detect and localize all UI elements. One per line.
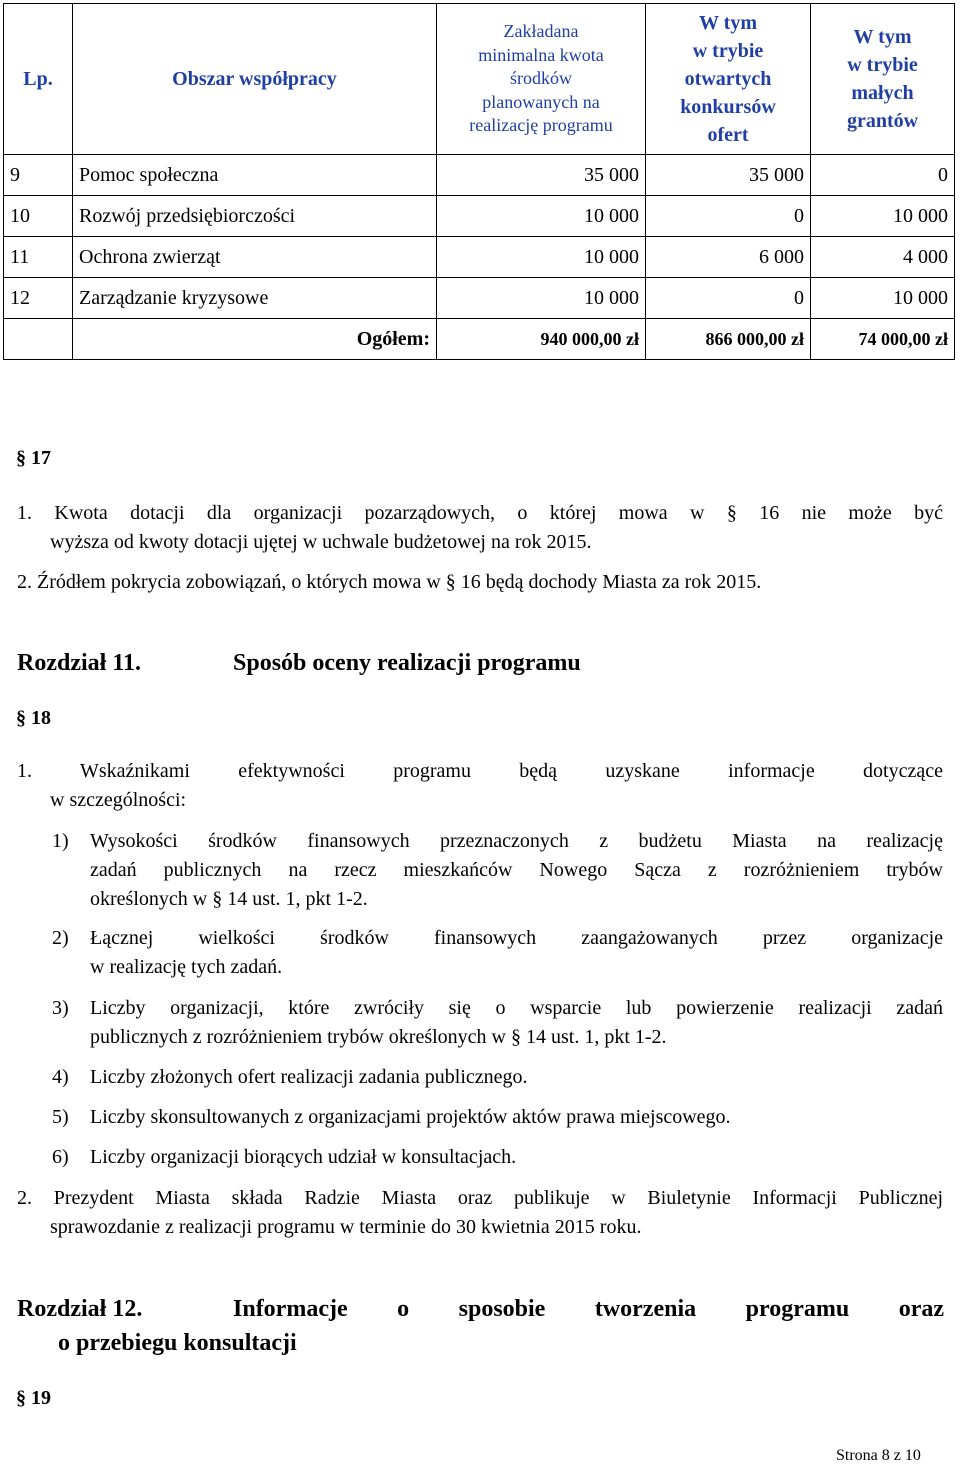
header-lp: Lp. <box>4 4 73 155</box>
s18-paragraph-1-line-1: 1. Wskaźnikami efektywności programu będą uzyskane informacje dotyczące <box>17 760 943 782</box>
header-small: W tym w trybie małych grantów <box>811 4 955 155</box>
table-row <box>4 196 955 237</box>
chapter-12-title-line-2: o przebiegu konsultacji <box>58 1330 297 1356</box>
cell-open: 35 000 <box>646 155 811 196</box>
header-planned: Zakładana minimalna kwota środków planowanych na realizację programu <box>437 4 646 155</box>
list-item: określonych w § 14 ust. 1, pkt 1-2. <box>90 888 368 910</box>
list-item-number: 2) <box>52 927 69 949</box>
cell-area: Ochrona zwierząt <box>73 237 437 278</box>
chapter-11-title: Sposób oceny realizacji programu <box>233 650 581 676</box>
cell-small: 10 000 <box>811 196 955 237</box>
s17-paragraph-2: 2. Źródłem pokrycia zobowiązań, o których mowa w § 16 będą dochody Miasta za rok 2015. <box>17 571 762 593</box>
cell-open: 0 <box>646 196 811 237</box>
list-item: Liczby organizacji biorących udział w konsultacjach. <box>90 1146 517 1168</box>
header-area: Obszar współpracy <box>73 4 437 155</box>
chapter-12-title-line-1: Informacje o sposobie tworzenia programu oraz <box>233 1296 944 1322</box>
table-row <box>4 237 955 278</box>
cell-open: 6 000 <box>646 237 811 278</box>
list-item-number: 6) <box>52 1146 69 1168</box>
list-item-number: 4) <box>52 1066 69 1088</box>
cell-planned: 10 000 <box>437 278 646 319</box>
list-item: zadań publicznych na rzecz mieszkańców Nowego Sącza z rozróżnieniem trybów <box>90 859 943 881</box>
cell-planned: 35 000 <box>437 155 646 196</box>
list-item: w realizację tych zadań. <box>90 956 283 978</box>
table-row <box>4 278 955 319</box>
table-header-row <box>4 4 955 155</box>
list-item-number: 5) <box>52 1106 69 1128</box>
cell-area: Zarządzanie kryzysowe <box>73 278 437 319</box>
cell-planned: 10 000 <box>437 237 646 278</box>
cell-lp: 10 <box>4 196 73 237</box>
total-label: Ogółem: <box>73 319 437 360</box>
list-item-number: 3) <box>52 997 69 1019</box>
total-open: 866 000,00 zł <box>646 319 811 360</box>
s17-paragraph-1-line-2: wyższa od kwoty dotacji ujętej w uchwale budżetowej na rok 2015. <box>50 531 592 553</box>
table-total-row <box>4 319 955 360</box>
s17-paragraph-1-line-1: 1. Kwota dotacji dla organizacji pozarządowych, o której mowa w § 16 nie może być <box>17 502 943 524</box>
s18-paragraph-2-line-2: sprawozdanie z realizacji programu w terminie do 30 kwietnia 2015 roku. <box>50 1216 642 1238</box>
cell-lp: 12 <box>4 278 73 319</box>
cell-small: 0 <box>811 155 955 196</box>
section-17-heading: § 17 <box>16 447 51 469</box>
s18-paragraph-2-line-1: 2. Prezydent Miasta składa Radzie Miasta oraz publikuje w Biuletynie Informacji Publicznej <box>17 1187 943 1209</box>
list-item: publicznych z rozróżnieniem trybów określonych w § 14 ust. 1, pkt 1-2. <box>90 1026 667 1048</box>
list-item: Liczby organizacji, które zwróciły się o wsparcie lub powierzenie realizacji zadań <box>90 997 943 1019</box>
list-item: Łącznej wielkości środków finansowych zaangażowanych przez organizacje <box>90 927 943 949</box>
cell-area: Pomoc społeczna <box>73 155 437 196</box>
list-item-number: 1) <box>52 830 69 852</box>
section-18-heading: § 18 <box>16 707 51 729</box>
cell-open: 0 <box>646 278 811 319</box>
list-item: Liczby skonsultowanych z organizacjami projektów aktów prawa miejscowego. <box>90 1106 731 1128</box>
budget-table <box>3 3 955 360</box>
list-item: Wysokości środków finansowych przeznaczonych z budżetu Miasta na realizację <box>90 830 943 852</box>
cell-planned: 10 000 <box>437 196 646 237</box>
section-19-heading: § 19 <box>16 1387 51 1409</box>
s18-paragraph-1-line-2: w szczególności: <box>50 789 187 811</box>
page-number: Strona 8 z 10 <box>836 1447 921 1464</box>
table-row <box>4 155 955 196</box>
chapter-11-label: Rozdział 11. <box>17 650 141 676</box>
cell-total-lp <box>4 319 73 360</box>
chapter-12-label: Rozdział 12. <box>17 1296 143 1322</box>
list-item: Liczby złożonych ofert realizacji zadania publicznego. <box>90 1066 528 1088</box>
header-open: W tym w trybie otwartych konkursów ofert <box>646 4 811 155</box>
cell-area: Rozwój przedsiębiorczości <box>73 196 437 237</box>
cell-small: 4 000 <box>811 237 955 278</box>
cell-lp: 11 <box>4 237 73 278</box>
total-small: 74 000,00 zł <box>811 319 955 360</box>
cell-small: 10 000 <box>811 278 955 319</box>
total-planned: 940 000,00 zł <box>437 319 646 360</box>
cell-lp: 9 <box>4 155 73 196</box>
